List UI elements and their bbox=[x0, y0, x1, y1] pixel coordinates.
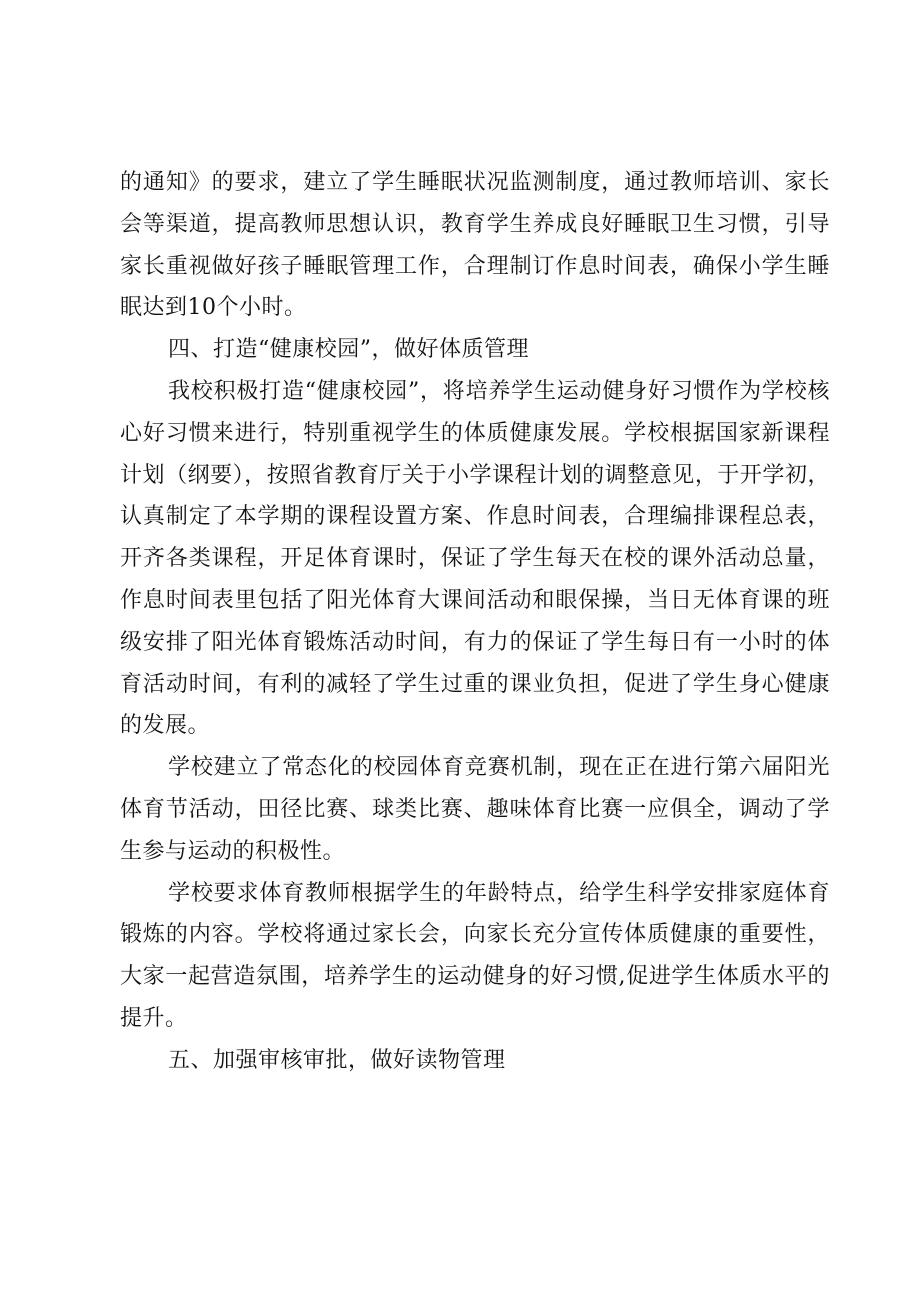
section-heading-health-campus: 四、打造“健康校园”，做好体质管理 bbox=[168, 337, 529, 363]
paragraph-home-exercise: 学校要求体育教师根据学生的年龄特点，给学生科学安排家庭体育锻炼的内容。学校将通过家长会，向家长充分宣传体质健康的重要性，大家一起营造氛围，培养学生的运动健身的好习惯,促进学生体质水平的提升。 bbox=[120, 880, 830, 1031]
document-body bbox=[120, 162, 830, 1082]
section-heading-reading-management: 五、加强审核审批，做好读物管理 bbox=[168, 1047, 506, 1073]
paragraph-sports-competition: 学校建立了常态化的校园体育竞赛机制，现在正在进行第六届阳光体育节活动，田径比赛、球类比赛、趣味体育比赛一应俱全，调动了学生参与运动的积极性。 bbox=[120, 755, 830, 864]
paragraph-sleep-continuation: 的通知》的要求，建立了学生睡眠状况监测制度，通过教师培训、家长会等渠道，提高教师思想认识，教育学生养成良好睡眠卫生习惯，引导家长重视做好孩子睡眠管理工作，合理制订作息时间表，确保小学生睡眠达到10个小时。 bbox=[120, 170, 830, 321]
paragraph-health-campus: 我校积极打造“健康校园”，将培养学生运动健身好习惯作为学校核心好习惯来进行，特别重视学生的体质健康发展。学校根据国家新课程计划（纲要），按照省教育厅关于小学课程计划的调整意见，于开学初，认真制定了本学期的课程设置方案、作息时间表，合理编排课程总表，开齐各类课程，开足体育课时，保证了学生每天在校的课外活动总量，作息时间表里包括了阳光体育大课间活动和眼保操，当日无体育课的班级安排了阳光体育锻炼活动时间，有力的保证了学生每日有一小时的体育活动时间，有利的减轻了学生过重的课业负担，促进了学生身心健康的发展。 bbox=[120, 378, 830, 739]
